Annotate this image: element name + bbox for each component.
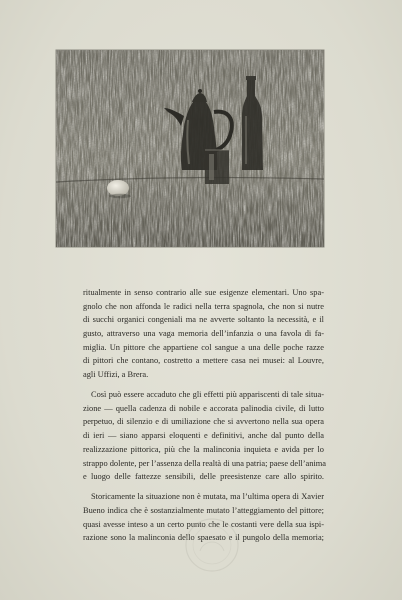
paragraph-1 [83, 286, 324, 382]
text-line: strappo dolente, per l’assenza della realtà di una patria; paese dell’anima [83, 458, 326, 468]
text-line: Così può essere accaduto che gli effetti più appariscenti di tale situa- [91, 390, 324, 400]
text-line: realizzazione pittorica, più che la malinconia inquieta e avida per lo [83, 444, 324, 454]
text-line: Bueno indica che è sostanzialmente mutato l’atteggiamento del pittore; [83, 505, 324, 515]
text-line: miglia. Un pittore che appartiene col sangue a una delle poche razze [83, 342, 324, 352]
text-line: Storicamente la situazione non è mutata, ma l’ultima opera di Xavier [91, 492, 324, 502]
text-line: agli Uffizi, a Brera. [83, 370, 149, 380]
body-text [83, 286, 324, 545]
text-line: di pittori che contano, costretto a mettere casa nei musei: al Louvre, [83, 356, 324, 366]
text-line: razione sono la malinconia dello spaesato e il pungolo della memoria; [83, 533, 324, 543]
text-line: ritualmente in senso contrario alle sue esigenze elementari. Uno spa- [83, 288, 324, 297]
text-line: quasi avesse inteso a un certo punto che le costanti vere della sua ispi- [83, 519, 324, 529]
text-line: zione — quella cadenza di nobile e accorata palinodia civile, di lutto [83, 403, 324, 413]
glass [205, 150, 229, 184]
text-line: e luogo delle fattezze sensibili, delle preesistenze care allo spirito. [83, 472, 324, 482]
text-line: gnolo che non affonda le radici nella terra spagnola, che non si nutre [83, 301, 324, 311]
text-line: gusto, attraverso una vaga memoria dell’infanzia o una favola di fa- [83, 329, 324, 339]
still-life-plate [56, 50, 324, 247]
embossed-seal [184, 517, 240, 573]
text-line: di succhi organici congeniali ma ne avverte soltanto la necessità, e il [83, 315, 324, 325]
text-line: di ieri — siano apparsi eloquenti e definitivi, anche dal punto della [83, 431, 324, 441]
text-line: perpetuo, di silenzio e di umiliazione che si avvertono nella sua opera [83, 417, 324, 427]
paragraph-2 [83, 388, 324, 484]
